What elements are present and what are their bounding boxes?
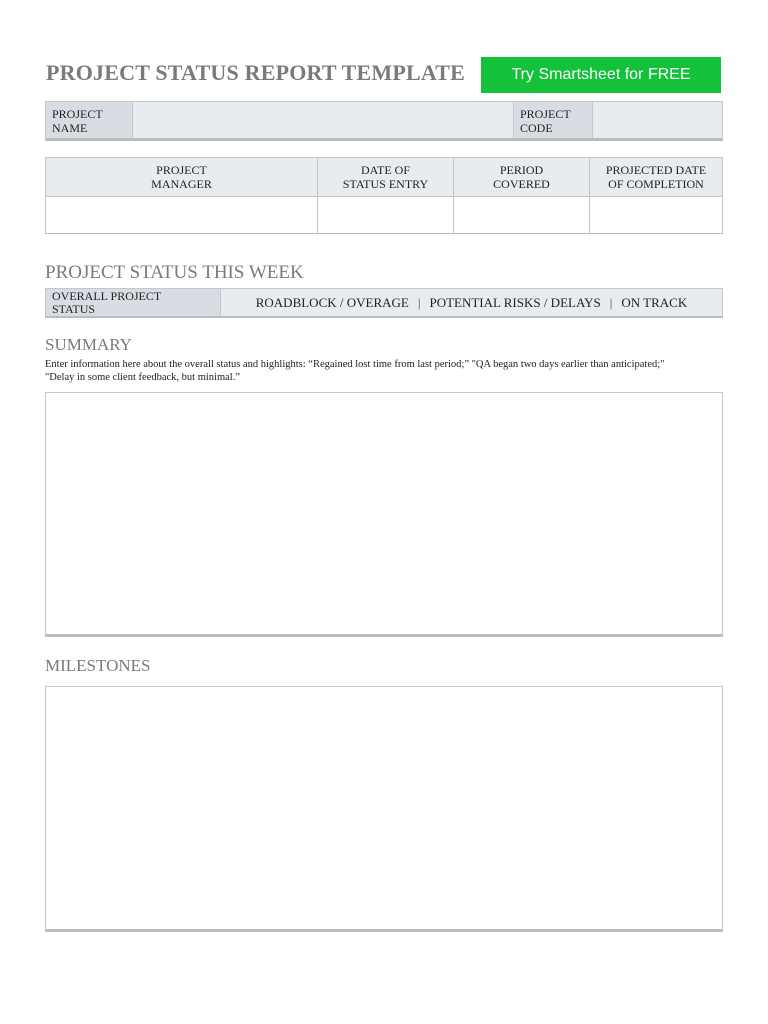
overall-status-label: OVERALL PROJECT STATUS	[46, 289, 221, 316]
table-header-row	[46, 158, 722, 197]
project-name-code-row	[45, 101, 723, 141]
milestones-heading: MILESTONES	[45, 656, 151, 675]
milestones-text-area[interactable]	[45, 686, 723, 932]
summary-heading: SUMMARY	[45, 335, 132, 354]
table-row	[46, 197, 722, 233]
projected-date-field[interactable]	[590, 197, 722, 233]
column-header-date-of-status-entry: DATE OF STATUS ENTRY	[318, 158, 454, 196]
project-name-label: PROJECT NAME	[46, 102, 133, 138]
column-header-project-manager: PROJECT MANAGER	[46, 158, 318, 196]
page-title: PROJECT STATUS REPORT TEMPLATE	[46, 60, 466, 85]
status-option-on-track[interactable]: ON TRACK	[621, 294, 688, 310]
project-info-table	[45, 157, 723, 234]
status-options	[221, 289, 722, 316]
separator: |	[417, 294, 421, 310]
period-covered-field[interactable]	[454, 197, 590, 233]
date-of-status-entry-field[interactable]	[318, 197, 454, 233]
status-option-potential-risks[interactable]: POTENTIAL RISKS / DELAYS	[429, 294, 601, 310]
column-header-period-covered: PERIOD COVERED	[454, 158, 590, 196]
status-section-heading: PROJECT STATUS THIS WEEK	[45, 262, 304, 283]
status-option-roadblock[interactable]: ROADBLOCK / OVERAGE	[255, 294, 409, 310]
project-name-field[interactable]	[133, 102, 514, 138]
project-code-label: PROJECT CODE	[514, 102, 593, 138]
column-header-projected-date-of-completion: PROJECTED DATE OF COMPLETION	[605, 163, 707, 191]
project-manager-field[interactable]	[46, 197, 318, 233]
separator: |	[609, 294, 613, 310]
summary-text-area[interactable]	[45, 392, 723, 637]
project-code-field[interactable]	[593, 102, 722, 138]
summary-description: Enter information here about the overall status and highlights: “Regained lost time from last period;” "QA began two days earlier than anticipated;" "Delay in some client feedback, but minimal.”	[45, 359, 665, 383]
try-smartsheet-button[interactable]: Try Smartsheet for FREE	[481, 57, 721, 93]
overall-status-bar	[45, 288, 723, 318]
